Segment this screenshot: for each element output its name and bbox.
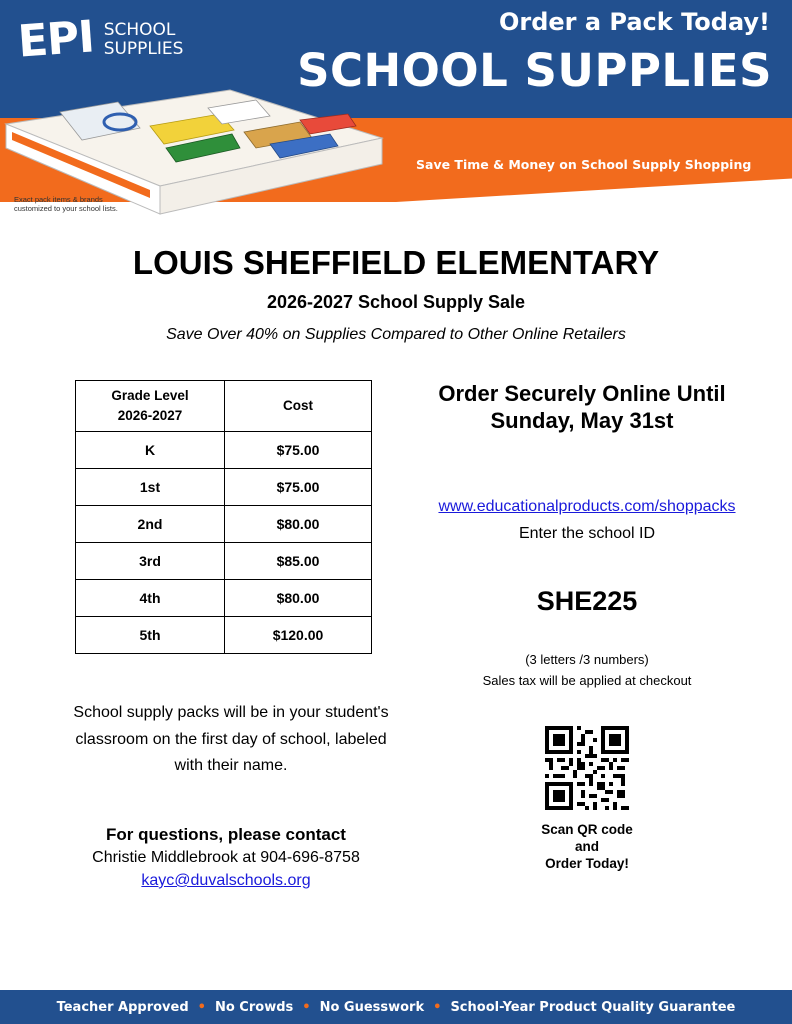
shop-url-link[interactable]: www.educationalproducts.com/shoppacks bbox=[438, 498, 736, 515]
cost-cell: $75.00 bbox=[225, 469, 372, 506]
table-row bbox=[76, 469, 372, 506]
header-grade-line-2: 2026-2027 bbox=[117, 408, 183, 423]
delivery-line-3: with their name. bbox=[174, 757, 288, 774]
footer-item: School-Year Product Quality Guarantee bbox=[450, 999, 736, 1015]
header-grade-level bbox=[76, 381, 225, 432]
contact-email-link[interactable]: kayc@duvalschools.org bbox=[141, 872, 311, 889]
qr-caption-line-2: and bbox=[574, 839, 599, 854]
qr-code-icon[interactable] bbox=[545, 726, 629, 810]
footer-item: No Crowds bbox=[214, 999, 294, 1015]
table-row bbox=[76, 543, 372, 580]
header-banner bbox=[0, 0, 792, 230]
delivery-line-1: School supply packs will be in your student's bbox=[73, 704, 389, 721]
grade-cell: K bbox=[76, 432, 225, 469]
delivery-line-2: classroom on the first day of school, labeled bbox=[75, 730, 387, 748]
banner-main-title: SCHOOL SUPPLIES bbox=[297, 44, 772, 97]
box-note-line-1: Exact pack items & brands bbox=[14, 195, 103, 204]
contact-heading: For questions, please contact bbox=[106, 825, 346, 844]
cost-cell: $85.00 bbox=[225, 543, 372, 580]
order-deadline bbox=[410, 380, 754, 434]
footer-bar bbox=[0, 990, 792, 1024]
table-row bbox=[76, 580, 372, 617]
qr-caption-line-3: Order Today! bbox=[545, 856, 629, 871]
order-deadline-line-2: Sunday, May 31st bbox=[490, 408, 674, 433]
header-grade-line-1: Grade Level bbox=[111, 388, 189, 403]
footer-item: Teacher Approved bbox=[56, 999, 189, 1015]
cost-cell: $80.00 bbox=[225, 580, 372, 617]
table-row bbox=[76, 506, 372, 543]
price-table-header bbox=[76, 381, 372, 432]
header-cost: Cost bbox=[225, 381, 372, 432]
footer-separator: • bbox=[433, 999, 442, 1015]
qr-caption-line-1: Scan QR code bbox=[541, 822, 633, 837]
footer-item: No Guesswork bbox=[319, 999, 425, 1015]
contact-name-phone: Christie Middlebrook at 904-696-8758 bbox=[92, 849, 360, 866]
logo-mark: EPI bbox=[16, 11, 96, 68]
order-deadline-line-1: Order Securely Online Until bbox=[438, 381, 726, 406]
epi-logo bbox=[16, 11, 184, 68]
school-name: LOUIS SHEFFIELD ELEMENTARY bbox=[132, 244, 660, 281]
sales-tax-note: Sales tax will be applied at checkout bbox=[482, 673, 692, 688]
delivery-note bbox=[40, 700, 422, 780]
id-format-note: (3 letters /3 numbers) bbox=[525, 652, 649, 667]
banner-tagline: Save Time & Money on School Supply Shopping bbox=[416, 157, 752, 172]
table-row bbox=[76, 432, 372, 469]
logo-text bbox=[104, 21, 184, 59]
table-row bbox=[76, 617, 372, 654]
cost-cell: $120.00 bbox=[225, 617, 372, 654]
grade-cell: 4th bbox=[76, 580, 225, 617]
grade-cell: 2nd bbox=[76, 506, 225, 543]
school-id: SHE225 bbox=[536, 586, 638, 616]
cost-cell: $80.00 bbox=[225, 506, 372, 543]
grade-cell: 3rd bbox=[76, 543, 225, 580]
footer-separator: • bbox=[197, 999, 206, 1015]
grade-cell: 5th bbox=[76, 617, 225, 654]
enter-school-id-text: Enter the school ID bbox=[518, 525, 656, 542]
sale-title: 2026-2027 School Supply Sale bbox=[266, 292, 526, 312]
banner-top-title: Order a Pack Today! bbox=[498, 8, 770, 36]
box-note-line-2: customized to your school lists. bbox=[14, 204, 118, 213]
logo-line-2: SUPPLIES bbox=[103, 39, 184, 59]
sale-subtitle: Save Over 40% on Supplies Compared to Other Online Retailers bbox=[166, 326, 626, 343]
cost-cell: $75.00 bbox=[225, 432, 372, 469]
price-table bbox=[75, 380, 372, 654]
footer-separator: • bbox=[302, 999, 311, 1015]
qr-caption bbox=[500, 821, 674, 872]
box-note bbox=[14, 195, 154, 213]
grade-cell: 1st bbox=[76, 469, 225, 506]
logo-line-1: SCHOOL bbox=[103, 20, 176, 40]
